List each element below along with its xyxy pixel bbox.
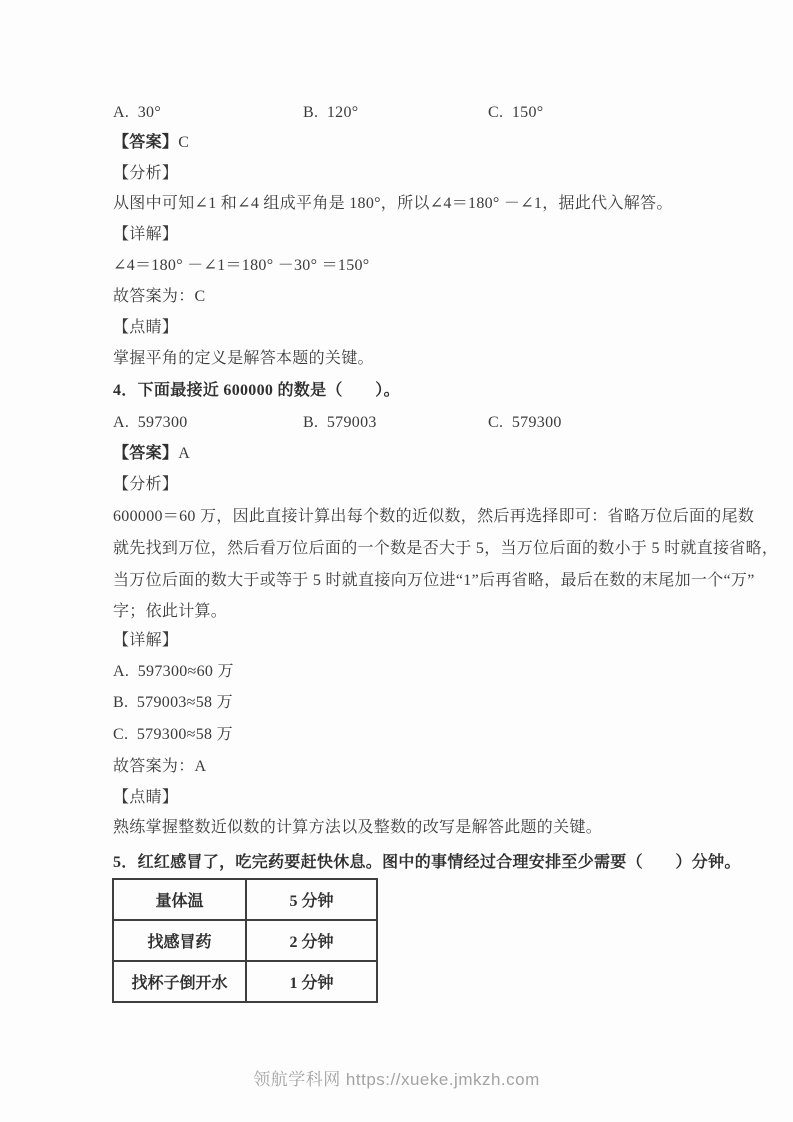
q4-analysis-heading: 【分析】: [113, 476, 179, 493]
q4-answer-label: 【答案】: [113, 445, 179, 462]
site-watermark-footer: 领航学科网 https://xueke.jmkzh.com: [253, 1070, 540, 1089]
q4-detail-option-c: C. 579300≈58 万: [113, 726, 233, 743]
q3-detail-equation: ∠4＝180° －∠1＝180° －30° ＝150°: [113, 257, 370, 274]
table-row: [113, 920, 377, 961]
q3-analysis-text: 从图中可知∠1 和∠4 组成平角是 180°，所以∠4＝180° －∠1，据此代入解答。: [113, 195, 673, 212]
table-row: [113, 961, 377, 1002]
q5-question-title: 5．红红感冒了，吃完药要赶快休息。图中的事情经过合理安排至少需要（ ）分钟。: [113, 854, 741, 871]
q4-answer-line: [113, 439, 190, 469]
q3-tip-heading: 【点睛】: [113, 319, 179, 336]
q4-analysis-line-3: 当万位后面的数大于或等于 5 时就直接向万位进“1”后再省略，最后在数的末尾加一个“万”: [113, 572, 755, 589]
time-cell: 1 分钟: [246, 961, 377, 1002]
task-cell: 量体温: [113, 879, 246, 920]
q3-detail-heading: 【详解】: [113, 226, 179, 243]
q4-analysis-line-2: 就先找到万位，然后看万位后面的一个数是否大于 5，当万位后面的数小于 5 时就直接省略，: [113, 540, 779, 557]
q4-question-title: 4．下面最接近 600000 的数是（ ）。: [113, 382, 400, 399]
q3-option-c: C. 150°: [488, 104, 544, 121]
q4-option-a: A. 597300: [113, 414, 188, 431]
time-cell: 5 分钟: [246, 879, 377, 920]
q4-tip-heading: 【点睛】: [113, 789, 179, 806]
q4-option-c: C. 579300: [488, 414, 562, 431]
q3-option-a: A. 30°: [113, 104, 162, 121]
q3-answer-label: 【答案】: [113, 134, 179, 151]
q4-conclusion-text: 故答案为：A: [113, 758, 207, 775]
q4-detail-option-a: A. 597300≈60 万: [113, 663, 234, 680]
q4-options-row: [0, 408, 793, 438]
q3-answer-value: C: [178, 134, 190, 151]
table-row: [113, 879, 377, 920]
q5-task-time-table: [112, 878, 378, 1003]
q3-answer-line: [113, 128, 189, 158]
q4-analysis-line-1: 600000＝60 万，因此直接计算出每个数的近似数，然后再选择即可：省略万位后面的尾数: [113, 508, 755, 525]
q4-option-b: B. 579003: [303, 414, 377, 431]
task-cell: 找杯子倒开水: [113, 961, 246, 1002]
q4-detail-heading: 【详解】: [113, 632, 179, 649]
q3-analysis-heading: 【分析】: [113, 165, 179, 182]
q4-detail-option-b: B. 579003≈58 万: [113, 694, 233, 711]
time-cell: 2 分钟: [246, 920, 377, 961]
q3-conclusion-text: 故答案为：C: [113, 288, 206, 305]
q4-answer-value: A: [178, 445, 191, 462]
q3-tip-text: 掌握平角的定义是解答本题的关键。: [113, 350, 374, 367]
q4-analysis-line-4: 字；依此计算。: [113, 603, 228, 620]
task-cell: 找感冒药: [113, 920, 246, 961]
q4-tip-text: 熟练掌握整数近似数的计算方法以及整数的改写是解答此题的关键。: [113, 819, 603, 836]
q3-options-row: [0, 98, 793, 128]
q3-option-b: B. 120°: [303, 104, 359, 121]
